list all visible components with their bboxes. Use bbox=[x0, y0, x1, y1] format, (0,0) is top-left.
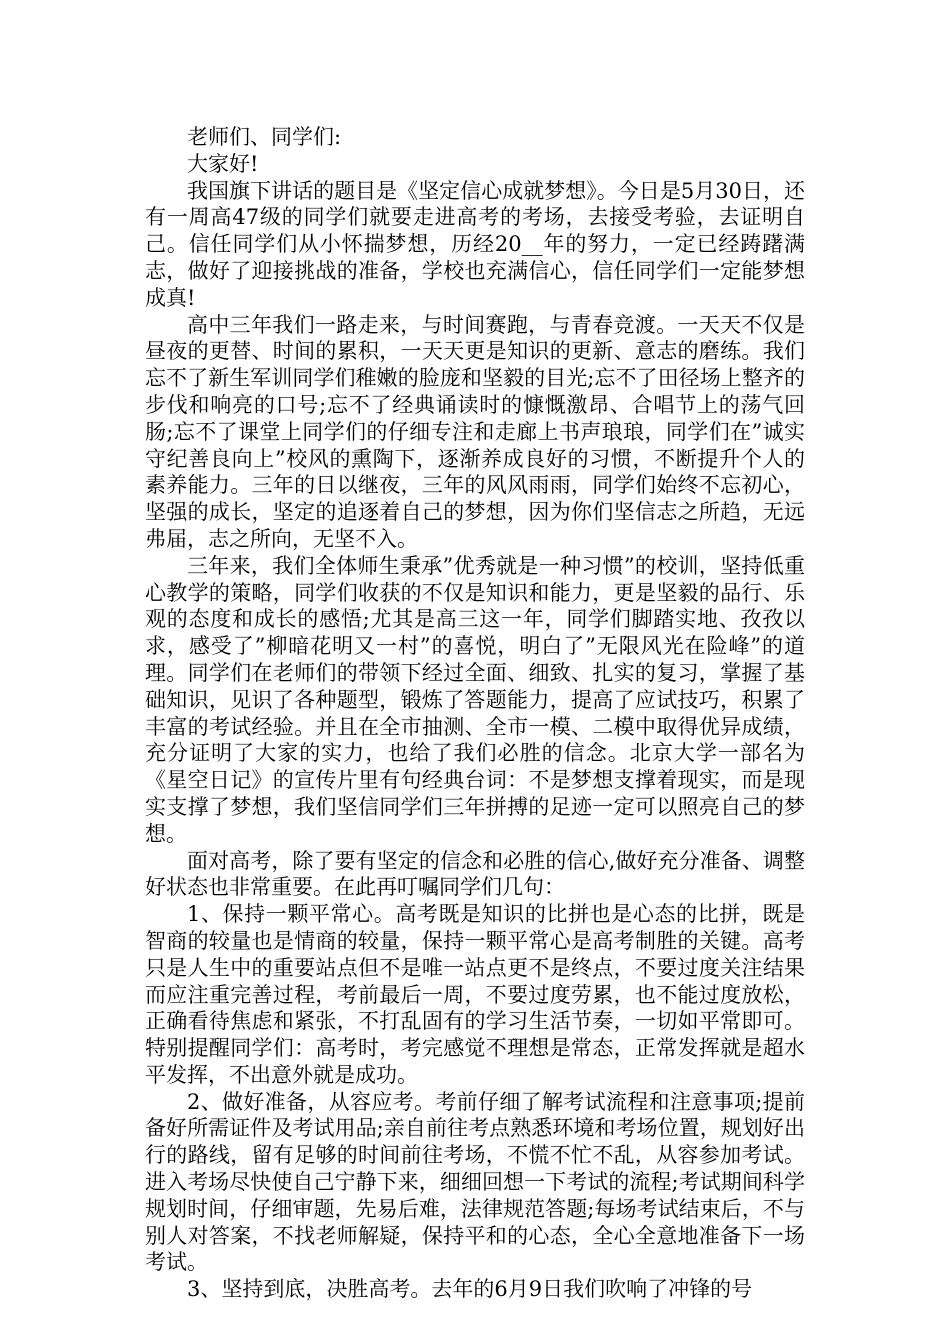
paragraph: 三年来，我们全体师生秉承”优秀就是一种习惯”的校训，坚持低重心教学的策略，同学们收获的不仅是知识和能力，更是坚毅的品行、乐观的态度和成长的感悟;尤其是高三这一年，同学们脚踏实地、孜孜以求，感受了”柳暗花明又一村”的喜悦，明白了”无限风光在险峰”的道理。同学们在老师们的带领下经过全面、细致、扎实的复习，掌握了基础知识，见识了各种题型，锻炼了答题能力，提高了应试技巧，积累了丰富的考试经验。并且在全市抽测、全市一模、二模中取得优异成绩，充分证明了大家的实力，也给了我们必胜的信念。北京大学一部名为《星空日记》的宣传片里有句经典台词：不是梦想支撑着现实，而是现实支撑了梦想，我们坚信同学们三年拼搏的足迹一定可以照亮自己的梦想。 bbox=[145, 553, 805, 846]
paragraph: 我国旗下讲话的题目是《坚定信心成就梦想》。今日是5月30日，还有一周高47级的同学们就要走进高考的考场，去接受考验，去证明自己。信任同学们从小怀揣梦想，历经20__年的努力，一定已经踌躇满志，做好了迎接挑战的准备，学校也充满信心，信任同学们一定能梦想成真! bbox=[145, 178, 805, 310]
paragraph: 1、保持一颗平常心。高考既是知识的比拼也是心态的比拼，既是智商的较量也是情商的较量，保持一颗平常心是高考制胜的关键。高考只是人生中的重要站点但不是唯一站点更不是终点，不要过度关注结果而应注重完善过程，考前最后一周，不要过度劳累，也不能过度放松，正确看待焦虑和紧张，不打乱固有的学习生活节奏，一切如平常即可。特别提醒同学们：高考时，考完感觉不理想是常态，正常发挥就是超水平发挥，不出意外就是成功。 bbox=[145, 902, 805, 1087]
paragraph: 2、做好准备，从容应考。考前仔细了解考试流程和注意事项;提前备好所需证件及考试用品;亲自前往考点熟悉环境和考场位置，规划好出行的路线，留有足够的时间前往考场，不慌不忙不乱，从容参加考试。进入考场尽快使自己宁静下来，细细回想一下考试的流程;考试期间科学规划时间，仔细审题，先易后难，法律规范答题;每场考试结束后，不与别人对答案，不找老师解疑，保持平和的心态，全心全意地准备下一场考试。 bbox=[145, 1089, 805, 1275]
paragraph: 面对高考，除了要有坚定的信念和必胜的信心,做好充分准备、调整好状态也非常重要。在此再叮嘱同学们几句： bbox=[145, 848, 805, 900]
paragraph: 高中三年我们一路走来，与时间赛跑，与青春竞渡。一天天不仅是昼夜的更替、时间的累积，一天天更是知识的更新、意志的磨练。我们忘不了新生军训同学们稚嫩的脸庞和坚毅的目光;忘不了田径场上整齐的步伐和响亮的口号;忘不了经典诵读时的慷慨激昂、合唱节上的荡气回肠;忘不了课堂上同学们的仔细专注和走廊上书声琅琅，同学们在”诚实守纪善良向上”校风的熏陶下，逐渐养成良好的习惯，不断提升个人的素养能力。三年的日以继夜，三年的风风雨雨，同学们始终不忘初心，坚强的成长，坚定的追逐着自己的梦想，因为你们坚信志之所趋，无远弗届，志之所向，无坚不入。 bbox=[145, 312, 805, 551]
salutation: 老师们、同学们: bbox=[187, 125, 342, 149]
paragraph: 3、坚持到底，决胜高考。去年的6月9日我们吹响了冲锋的号 bbox=[187, 1277, 753, 1302]
speech-text bbox=[145, 124, 805, 1303]
greeting: 大家好! bbox=[187, 151, 259, 176]
